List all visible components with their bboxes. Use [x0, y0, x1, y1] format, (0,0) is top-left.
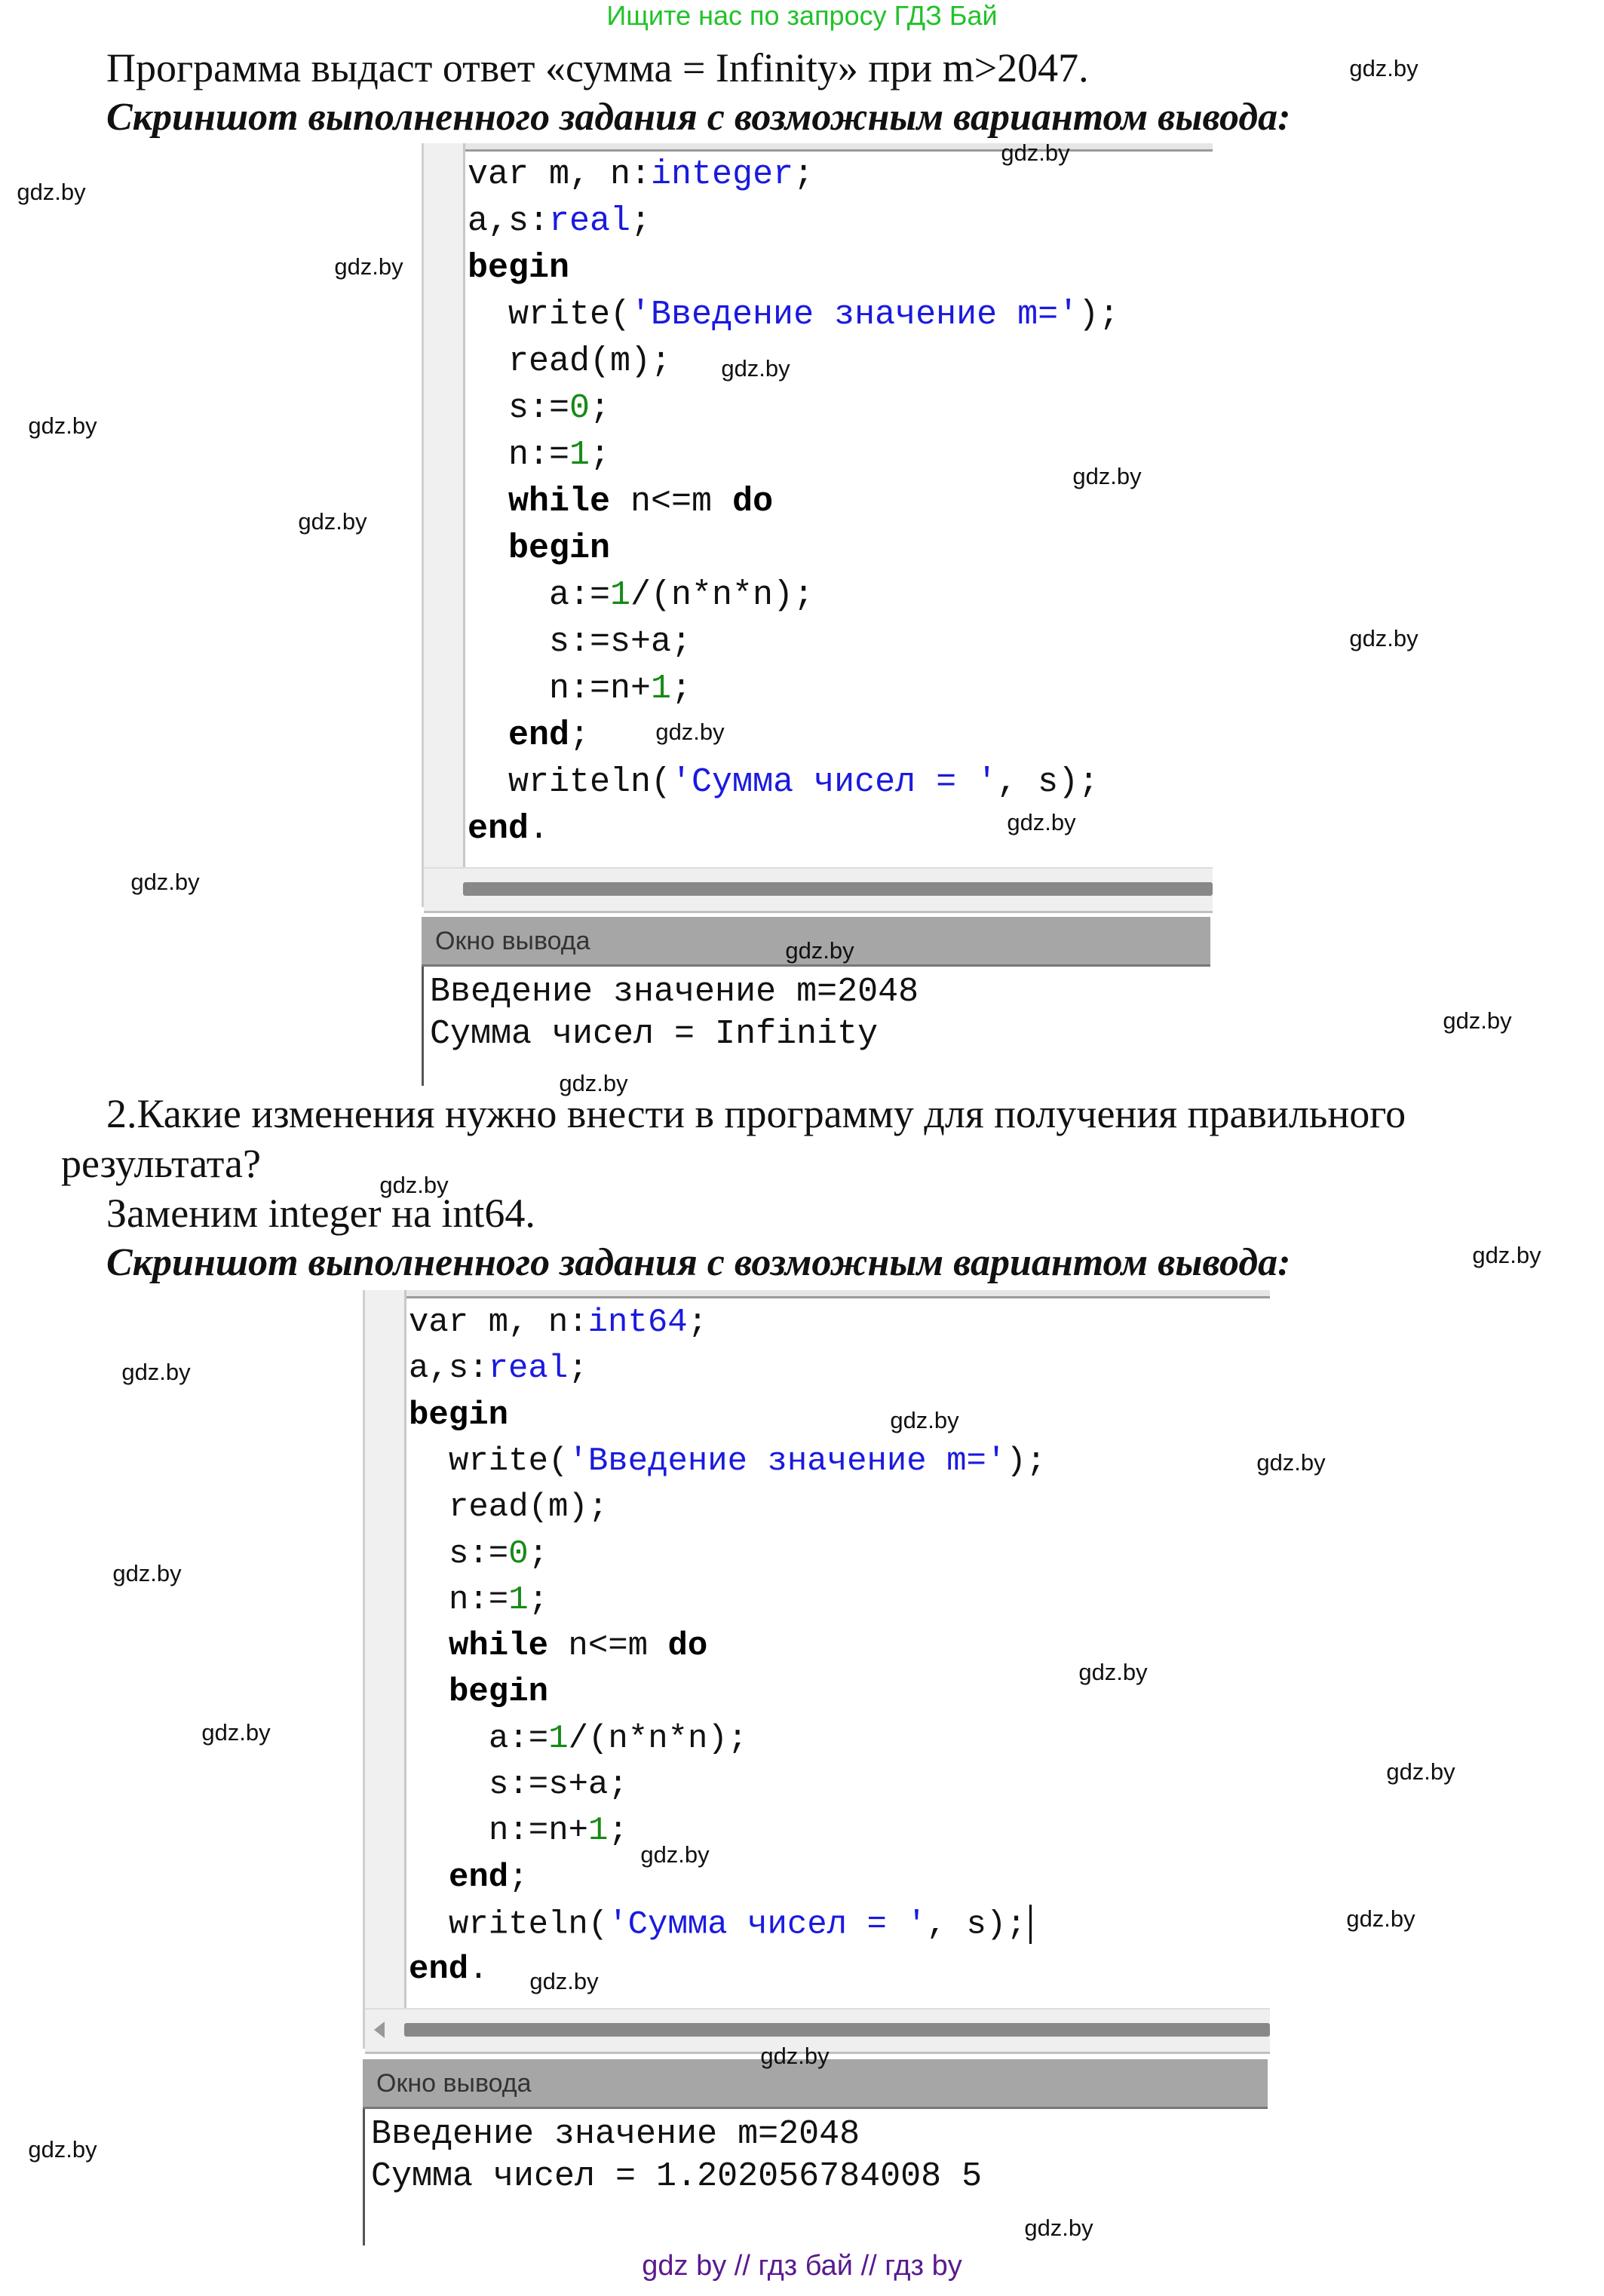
code-token-str: 'Введение значение m=' [568, 1442, 1007, 1480]
watermark: gdz.by [298, 508, 367, 535]
code-token-plain: ; [590, 389, 611, 428]
code-token-kw: begin [409, 1396, 509, 1434]
code-token-kw: do [667, 1627, 708, 1666]
watermark: gdz.by [1078, 1659, 1148, 1685]
code-token-str: 'Сумма чисел = ' [608, 1905, 927, 1944]
output-line: Сумма чисел = Infinity [430, 1015, 879, 1053]
code-token-plain: , s); [997, 763, 1099, 802]
code-line [468, 249, 569, 287]
code-token-plain: n<=m [610, 483, 733, 521]
watermark: gdz.by [28, 2136, 97, 2163]
code-token-kw: end [468, 810, 529, 848]
output-line: Введение значение m=2048 [371, 2115, 860, 2153]
code-token-plain: writeln( [449, 1905, 609, 1944]
code-token-plain: m, n: [468, 1304, 588, 1341]
code-line [409, 1396, 508, 1434]
code-token-kw: end [409, 1951, 469, 1989]
code-token-plain: s:=s+a; [489, 1766, 628, 1804]
code-line [489, 1720, 747, 1758]
code-token-plain: s:= [449, 1534, 509, 1573]
watermark: gdz.by [1443, 1007, 1512, 1034]
code-line [468, 202, 651, 241]
editor-gutter [365, 1290, 406, 2049]
code-token-plain: s:=s+a; [549, 623, 692, 661]
code-token-kw: while [508, 483, 611, 521]
code-line [468, 155, 814, 194]
code-token-num: 1 [548, 1719, 569, 1758]
code-token-plain: var [468, 155, 529, 194]
watermark: gdz.by [1001, 139, 1070, 166]
screenshot-heading-2: Скриншот выполненного задания с возможным вариантом вывода: [106, 1241, 1291, 1284]
code-token-plain: ; [508, 1858, 529, 1896]
code-token-plain: s:= [508, 389, 570, 428]
code-token-plain: ; [528, 1534, 549, 1573]
code-line [449, 1673, 548, 1711]
watermark: gdz.by [130, 869, 200, 895]
code-token-plain: /(n*n*n); [568, 1719, 748, 1758]
code-token-num: 1 [588, 1812, 609, 1850]
code-token-plain: a,s: [409, 1350, 489, 1388]
output-window-title: Окно вывода [422, 917, 1210, 967]
code-line [508, 342, 671, 381]
code-token-plain: . [529, 810, 550, 848]
code-token-plain: ; [608, 1812, 628, 1850]
code-line [489, 1766, 628, 1804]
code-token-type: int64 [587, 1304, 688, 1341]
code-token-num: 1 [569, 436, 590, 474]
watermark: gdz.by [1072, 463, 1142, 489]
scrollbar-thumb[interactable] [404, 2023, 1270, 2037]
watermark: gdz.by [121, 1359, 191, 1385]
code-token-plain: a,s: [468, 202, 550, 241]
code-line [489, 1812, 628, 1850]
scroll-left-arrow-icon[interactable] [374, 2022, 385, 2038]
code-token-plain: read(m); [508, 342, 672, 381]
code-token-plain: ; [793, 155, 814, 194]
watermark: gdz.by [760, 2043, 830, 2069]
code-token-plain: /(n*n*n); [630, 576, 814, 615]
watermark: gdz.by [1472, 1242, 1541, 1268]
code-token-plain: n:=n+ [549, 670, 652, 708]
watermark: gdz.by [201, 1719, 271, 1746]
code-token-plain: writeln( [508, 763, 672, 802]
code-line [508, 716, 590, 755]
code-token-plain: ); [1006, 1442, 1047, 1480]
output-window [363, 2109, 1270, 2245]
code-token-type: real [488, 1350, 569, 1388]
footer-links[interactable]: gdz by // гдз бай // гдз by [642, 2250, 962, 2282]
code-token-num: 1 [508, 1580, 529, 1619]
code-line [449, 1859, 529, 1896]
watermark: gdz.by [559, 1070, 628, 1096]
code-token-kw: begin [508, 529, 611, 568]
code-line [508, 483, 773, 521]
code-line [508, 763, 1099, 802]
code-token-plain: ; [671, 670, 692, 708]
code-token-plain: , s); [926, 1905, 1026, 1944]
code-token-num: 0 [508, 1534, 529, 1573]
code-line [449, 1581, 548, 1619]
code-token-plain: n<=m [548, 1627, 668, 1666]
code-token-kw: end [508, 716, 570, 755]
code-token-kw: do [732, 483, 774, 521]
watermark: gdz.by [1346, 1905, 1415, 1932]
code-line [449, 1442, 1046, 1480]
code-token-plain: a:= [549, 576, 611, 615]
code-token-plain: n:= [508, 436, 570, 474]
code-line [468, 810, 549, 848]
code-token-num: 0 [569, 389, 590, 428]
code-editor-1[interactable] [422, 143, 1213, 907]
scrollbar-thumb[interactable] [463, 882, 1213, 896]
watermark: gdz.by [640, 1841, 710, 1868]
code-token-kw: while [449, 1627, 549, 1666]
code-token-plain: ; [568, 1350, 588, 1388]
code-line [508, 296, 1119, 334]
statement-text: Программа выдаст ответ «сумма = Infinity» при m>2047. [106, 45, 1089, 90]
watermark: gdz.by [17, 179, 86, 205]
watermark: gdz.by [112, 1560, 182, 1586]
editor-gutter [424, 143, 465, 907]
code-token-plain: m, n: [529, 155, 652, 194]
text-cursor [1029, 1905, 1032, 1944]
watermark: gdz.by [1024, 2215, 1093, 2241]
question-text: 2.Какие изменения нужно внести в программу для получения правильного [106, 1091, 1406, 1136]
code-token-plain: ); [1078, 296, 1120, 334]
watermark: gdz.by [721, 355, 790, 382]
code-token-plain: n:=n+ [489, 1812, 589, 1850]
code-line [409, 1951, 489, 1988]
code-line [549, 670, 692, 708]
output-window-title: Окно вывода [363, 2059, 1268, 2109]
code-token-num: 1 [651, 670, 672, 708]
code-line [449, 1905, 1032, 1944]
watermark: gdz.by [1349, 55, 1418, 81]
watermark: gdz.by [1386, 1758, 1455, 1785]
code-token-str: 'Введение значение m=' [630, 296, 1079, 334]
watermark: gdz.by [785, 937, 854, 964]
code-token-type: integer [651, 155, 794, 194]
code-token-num: 1 [610, 576, 631, 615]
watermark: gdz.by [529, 1968, 599, 1994]
code-token-str: 'Сумма чисел = ' [671, 763, 998, 802]
code-token-plain: ; [528, 1580, 549, 1619]
code-token-plain: write( [508, 296, 631, 334]
watermark: gdz.by [334, 253, 403, 280]
watermark: gdz.by [1349, 625, 1418, 651]
code-line [508, 436, 610, 474]
code-line [409, 1304, 707, 1341]
code-token-plain: read(m); [449, 1488, 609, 1527]
watermark: gdz.by [890, 1407, 959, 1433]
code-line [449, 1535, 548, 1573]
code-line [549, 576, 814, 615]
watermark: gdz.by [1007, 809, 1076, 835]
code-token-kw: begin [449, 1673, 549, 1712]
watermark: gdz.by [379, 1172, 449, 1198]
watermark: gdz.by [28, 412, 97, 439]
editor-top-border [424, 143, 1213, 152]
code-token-plain: a:= [489, 1719, 549, 1758]
code-line [508, 529, 610, 568]
editor-top-border [365, 1290, 1270, 1298]
watermark: gdz.by [655, 719, 725, 745]
search-hint-link[interactable]: Ищите нас по запросу ГДЗ Бай [606, 0, 998, 31]
code-line [549, 623, 692, 661]
code-line [409, 1350, 588, 1387]
code-token-plain: var [409, 1304, 469, 1341]
code-token-plain: ; [630, 202, 652, 241]
code-token-plain: n:= [449, 1580, 509, 1619]
code-token-kw: end [449, 1858, 509, 1896]
code-token-type: real [549, 202, 631, 241]
code-line [449, 1488, 608, 1526]
answer-text: Заменим integer на int64. [106, 1191, 535, 1236]
code-line [508, 389, 610, 428]
watermark: gdz.by [1256, 1449, 1326, 1476]
code-line [449, 1627, 707, 1665]
output-window [422, 967, 1213, 1086]
code-token-plain: write( [449, 1442, 569, 1480]
code-token-plain: . [468, 1951, 489, 1989]
horizontal-scrollbar[interactable] [424, 867, 1213, 913]
question-text-cont: результата? [61, 1141, 261, 1186]
code-token-plain: ; [590, 436, 611, 474]
code-token-plain: ; [687, 1304, 708, 1341]
output-line: Введение значение m=2048 [430, 973, 919, 1011]
code-token-plain: ; [569, 716, 590, 755]
output-line: Сумма чисел = 1.202056784008 5 [371, 2157, 983, 2196]
screenshot-heading-1: Скриншот выполненного задания с возможным вариантом вывода: [106, 96, 1291, 139]
code-token-kw: begin [468, 249, 570, 287]
